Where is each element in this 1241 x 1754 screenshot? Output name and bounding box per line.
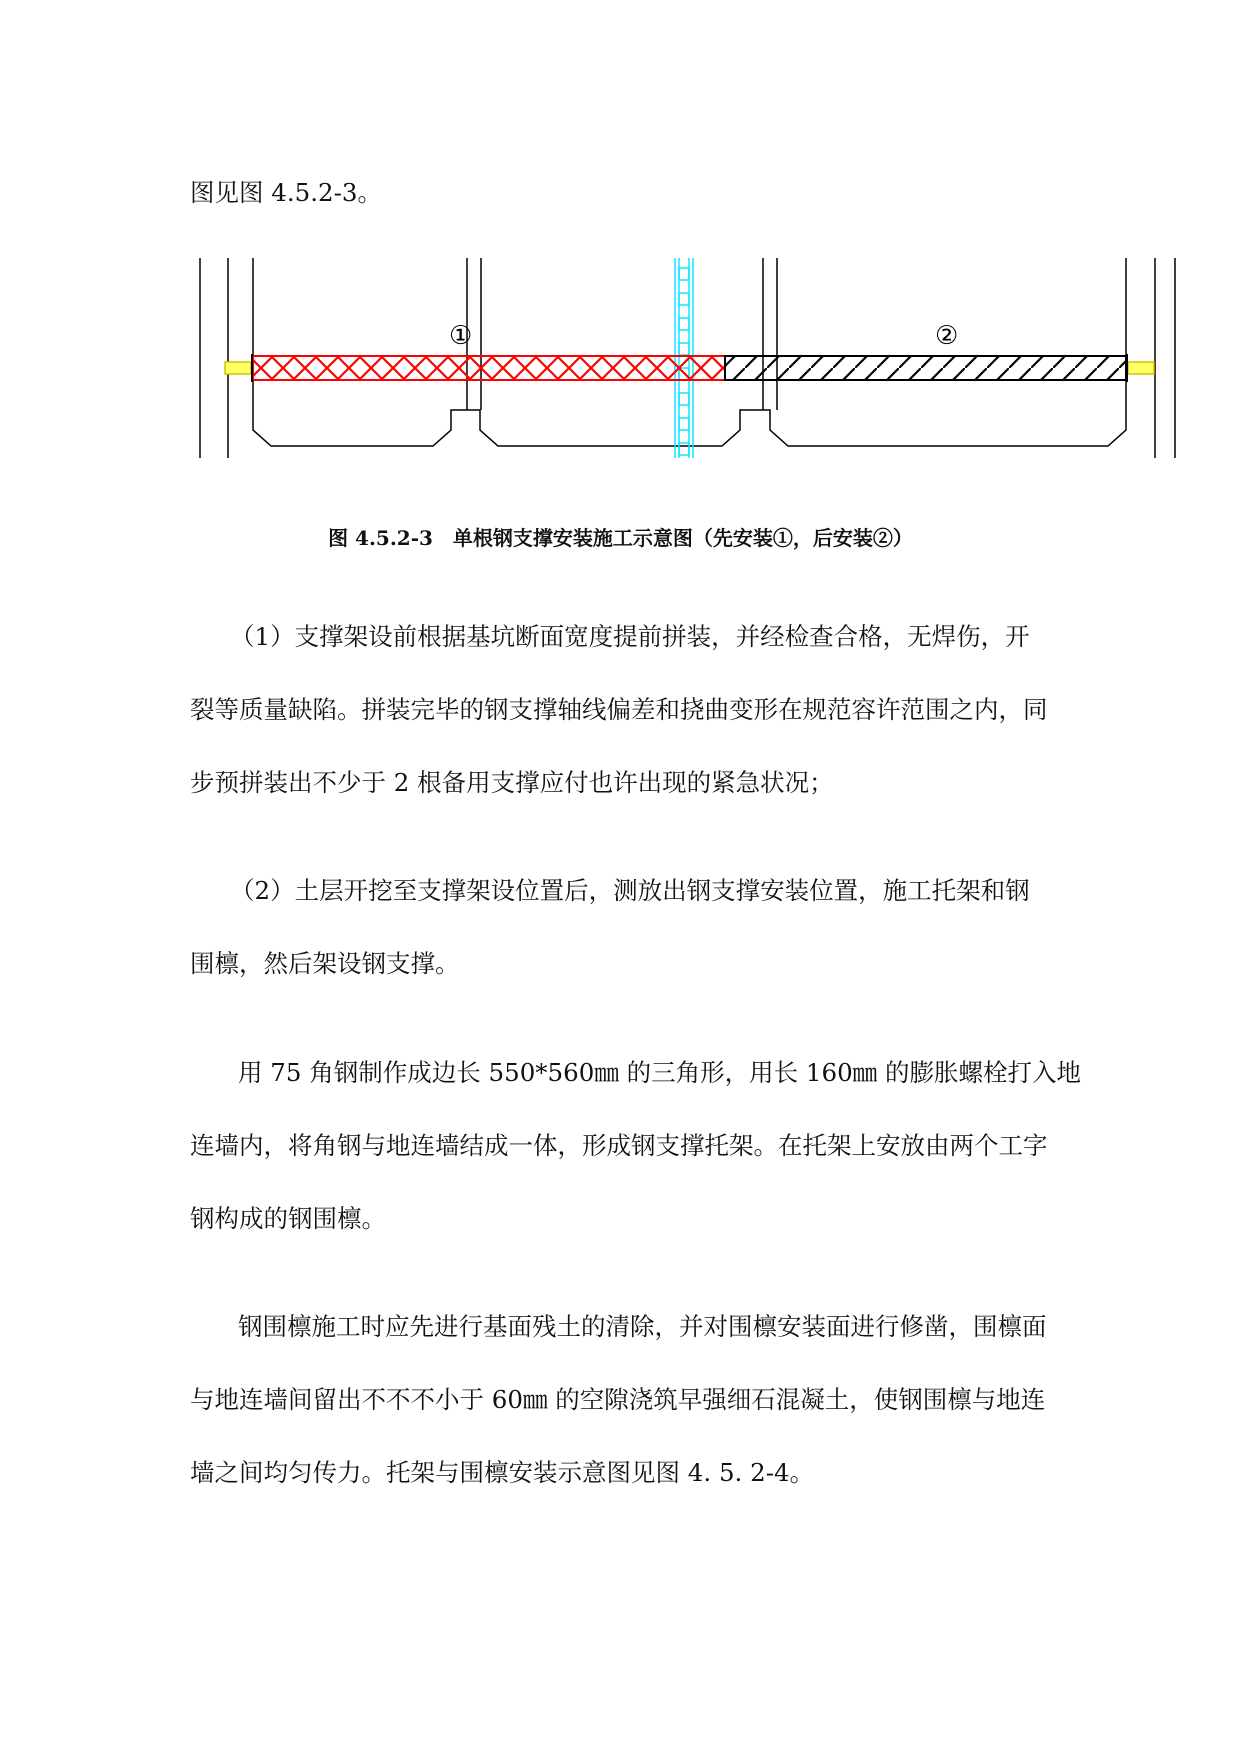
support-installation-diagram [195,258,1185,470]
label-member-1: ① [449,321,473,351]
steel-support-member-2 [725,356,1126,380]
label-member-2: ② [935,321,959,351]
steel-column-right [760,258,780,410]
paragraph-2-line-1: （2）土层开挖至支撑架设位置后，测放出钢支撑安装位置，施工托架和钢 [230,876,1030,905]
left-end-fitting [225,362,251,374]
left-diaphragm-wall [200,258,228,458]
steel-support-member-1 [253,356,725,380]
paragraph-1-line-1: （1）支撑架设前根据基坑断面宽度提前拼装，并经检查合格，无焊伤，开 [230,622,1030,651]
paragraph-1-line-3: 步预拼装出不少于 2 根备用支撑应付也许出现的紧急状况； [190,768,834,797]
paragraph-4-line-1: 钢围檩施工时应先进行基面残土的清除，并对围檩安装面进行修凿，围檩面 [238,1312,1047,1341]
paragraph-3-line-2: 连墙内，将角钢与地连墙结成一体，形成钢支撑托架。在托架上安放由两个工字 [190,1131,1048,1160]
paragraph-3-line-1: 用 75 角钢制作成边长 550*560㎜ 的三角形，用长 160㎜ 的膨胀螺栓打入地 [238,1058,1081,1087]
paragraph-2-line-2: 围檩，然后架设钢支撑。 [190,949,460,978]
paragraph-4-line-3: 墙之间均匀传力。托架与围檩安装示意图见图 4. 5. 2-4。 [190,1458,815,1487]
paragraph-1-line-2: 裂等质量缺陷。拼装完毕的钢支撑轴线偏差和挠曲变形在规范容许范围之内，同 [190,695,1048,724]
right-end-fitting [1128,362,1154,374]
paragraph-4-line-2: 与地连墙间留出不不不小于 60㎜ 的空隙浇筑早强细石混凝土，使钢围檩与地连 [190,1385,1046,1414]
paragraph-3-line-3: 钢构成的钢围檩。 [190,1204,386,1233]
intro-text: 图见图 4.5.2-3。 [190,178,382,207]
figure-caption: 图 4.5.2-3 单根钢支撑安装施工示意图（先安装①，后安装②） [328,526,913,550]
right-diaphragm-wall [1155,258,1175,458]
